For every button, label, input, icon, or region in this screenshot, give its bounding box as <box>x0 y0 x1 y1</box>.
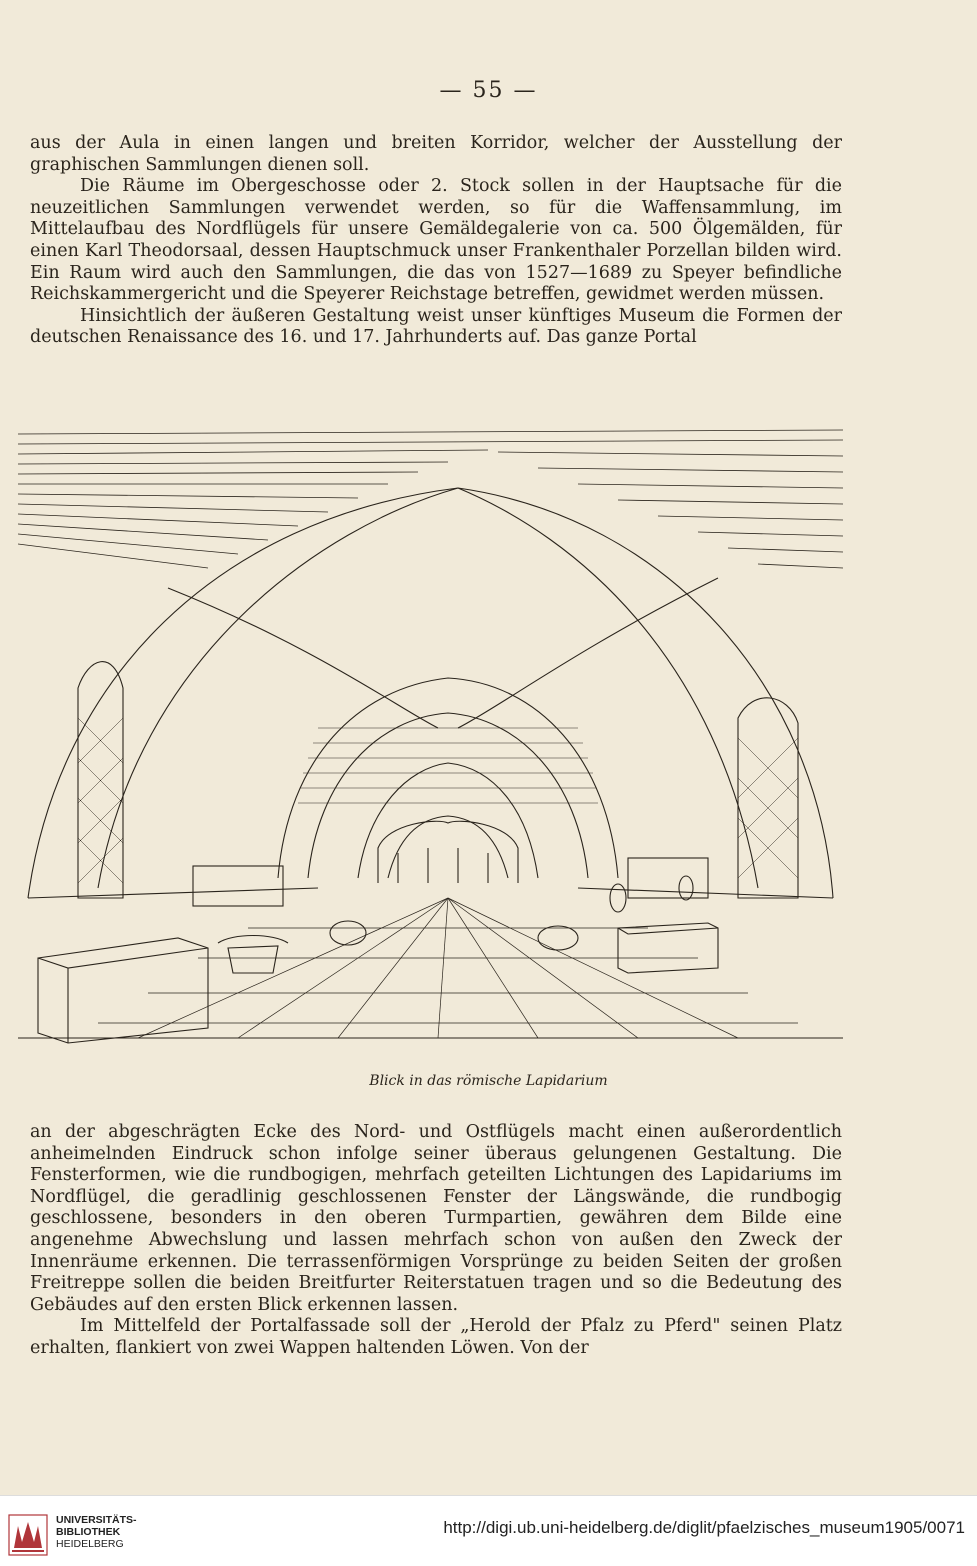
university-library-logo-icon <box>8 1514 48 1556</box>
source-url-link[interactable]: http://digi.ub.uni-heidelberg.de/diglit/pfaelzisches_museum1905/0071 <box>443 1518 965 1537</box>
footer-bar <box>0 1495 977 1566</box>
library-line: HEIDELBERG <box>56 1538 124 1550</box>
figure-caption: Blick in das römische Lapidarium <box>369 1073 608 1089</box>
paragraph: Hinsichtlich der äußeren Gestaltung weist unser künftiges Museum die Formen der deutschen Renaissance des 16. und 17. Jahrhunderts auf. Das ganze Portal <box>30 305 842 348</box>
bottom-text-block <box>30 1122 842 1360</box>
paragraph: Im Mittelfeld der Portalfassade soll der „Herold der Pfalz zu Pferd" seinen Platz erhalten, flankiert von zwei Wappen haltenden Löwen. Von der <box>30 1316 842 1358</box>
paragraph: aus der Aula in einen langen und breiten Korridor, welcher der Ausstellung der graphischen Sammlungen dienen soll. <box>30 133 842 175</box>
paragraph: an der abgeschrägten Ecke des Nord- und Ostflügels macht einen außerordentlich anheimelnden Eindruck schon infolge seiner überaus gelungenen Gestaltung. Die Fensterformen, wie die rundbogigen, mehrfach geteilten Lichtungen des Lapidariums im Nordflügel, die geradlinig geschlossenen Fenster der Längswände, die rundbogig geschlossene, besonders in den oberen Turmpartien, gewähren dem Bilde eine angenehme Abwechslung und lassen mehrfach schon von außen den Zweck der Innenräume erkennen. Die terrassenförmigen Vorsprünge zu beiden Seiten der großen Freitreppe sollen die beiden Breitfurter Reiterstatuen tragen und so die Bedeutung des Gebäudes auf den ersten Blick erkennen lassen. <box>30 1122 842 1315</box>
paragraph: Die Räume im Obergeschosse oder 2. Stock sollen in der Hauptsache für die neuzeitlichen Sammlungen verwendet werden, so für die Waffensammlung, im Mittelaufbau des Nordflügels für unsere Gemäldegalerie von ca. 500 Ölgemälden, für einen Karl Theodorsaal, dessen Hauptschmuck unser Frankenthaler Porzellan bilden wird. Ein Raum wird auch den Sammlungen, die das von 1527—1689 zu Speyer befindliche Reichskammergericht und die Speyerer Reichstage betreffen, gewidmet werden müssen. <box>30 176 842 305</box>
library-line: UNIVERSITÄTS- <box>56 1514 137 1526</box>
library-name <box>56 1514 137 1550</box>
lapidarium-illustration <box>18 428 843 1044</box>
top-text-block <box>30 133 842 349</box>
library-line: BIBLIOTHEK <box>56 1526 121 1538</box>
page-number: — 55 — <box>439 78 538 103</box>
